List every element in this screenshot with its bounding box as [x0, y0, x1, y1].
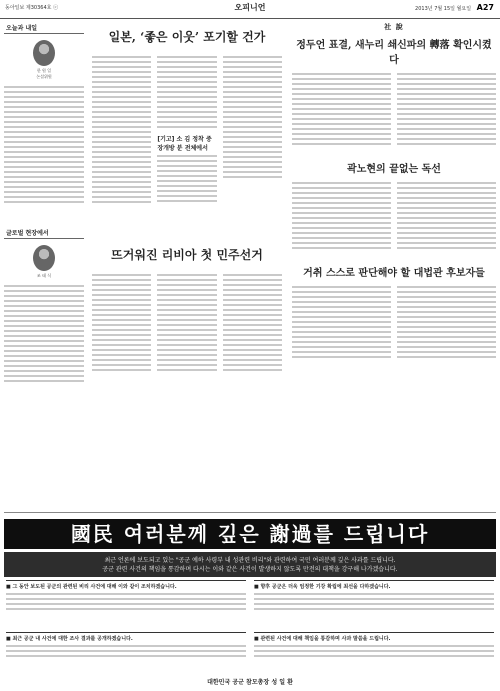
apology-subtitle [4, 552, 496, 577]
editorial-label: 社 說 [384, 23, 404, 31]
editorial-3-title: 거취 스스로 판단해야 할 대법관 후보자들 [303, 268, 485, 279]
apology-item: ■ 향후 공군은 더욱 엄정한 기강 확립에 최선을 다하겠습니다. [254, 580, 494, 628]
newspaper-issue: 동아일보 제30364호 ⓒ [5, 5, 59, 11]
apology-item: ■ 그 동안 보도된 공군의 관련된 비리 사건에 대해 이와 같이 조치하겠습니다. [6, 580, 246, 628]
author2-photo [33, 245, 55, 271]
apology-item: ■ 최근 공군 내 사건에 대한 조사 결과를 공개하겠습니다. [6, 632, 246, 675]
apology-item: ■ 관련된 사건에 대해 책임을 통감하며 사과 말씀을 드립니다. [254, 632, 494, 675]
sub-headline: [기고] 소 김 정착 중장개방 분 전체에서 [157, 136, 212, 152]
column-a-text [4, 86, 84, 203]
article-headline: 일본, ‘좋은 이웃’ 포기할 건가 [108, 30, 266, 44]
global-field-label: 글로벌 현장에서 [4, 227, 84, 239]
section-title: 오피니언 [234, 3, 266, 12]
author-photo [33, 40, 55, 66]
editorial-2-title: 곽노현의 끝없는 독선 [347, 164, 441, 175]
lower-article-headline: 뜨거워진 리비아 첫 민주선거 [111, 248, 263, 262]
author2-name: 조 태 식 [36, 273, 52, 278]
author2-box [4, 245, 84, 279]
apology-items [6, 580, 494, 674]
date-and-page [415, 3, 494, 12]
page-number: A27 [476, 3, 494, 12]
author-box [4, 40, 84, 80]
column-c-editorials [292, 22, 496, 361]
apology-signature: 대한민국 공군 참모총장 성 일 환 [207, 679, 293, 686]
column-b [92, 22, 282, 374]
issue-date: 2013년 7월 15일 월요일 [415, 6, 472, 12]
today-tomorrow-label: 오늘과 내일 [4, 22, 84, 34]
column-a [4, 22, 84, 385]
masthead [0, 0, 500, 19]
author-role: 논설위원 [36, 74, 52, 79]
section-divider [4, 512, 496, 513]
apology-sub-line-1: 최근 언론에 보도되고 있는 "공군 예하 사령부 내 성관련 비리"와 관련하여 국민 여러분께 깊은 사과를 드립니다. [104, 557, 396, 564]
author-name: 한 원 일 [36, 68, 52, 73]
apology-sub-line-2: 공군 관련 사건의 책임을 통감하며 다시는 이와 같은 사건이 발생하지 않도록 만전의 대책을 강구해 나가겠습니다. [102, 566, 398, 573]
apology-banner: 國民 여러분께 깊은 謝過를 드립니다 [4, 519, 496, 549]
editorial-1-title: 정두언 표결, 새누리 쇄신파의 轉落 확인시켰다 [296, 40, 492, 66]
